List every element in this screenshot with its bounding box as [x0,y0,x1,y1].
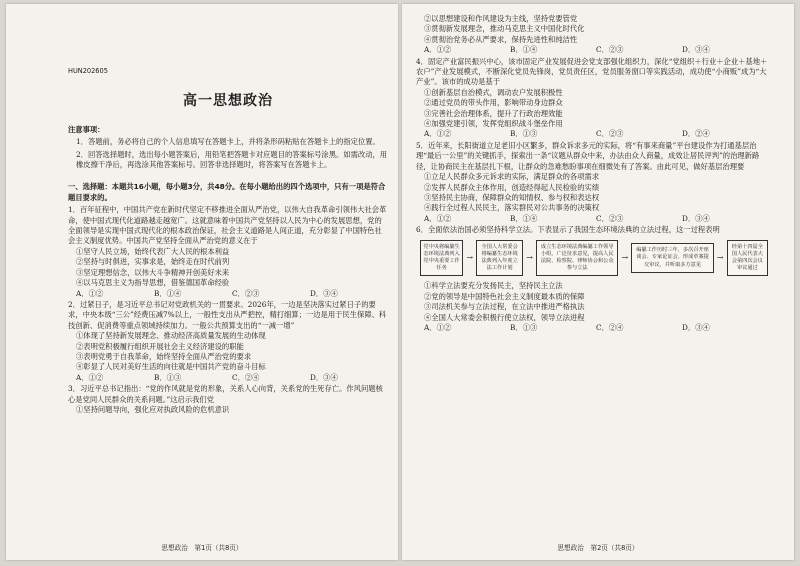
choice-d: D．②④ [682,129,710,139]
choice-c: C．②③ [596,213,624,223]
flow-step: 全国人大常委会将编纂生态环境法典列入年度立法工作计划 [476,240,523,277]
question-3-stem: 3．习近平总书记指出：“党的作风就是党的形象，关系人心向背，关系党的生死存亡。作风问题核心是党同人民群众的关系问题。”这启示我们党 [68,384,383,404]
question-5-option: ④践行全过程人民民主，落实群民对公共事务的决策权 [424,203,600,213]
choice-c: C．②③ [232,288,260,298]
question-4-option: ①创新基层自治模式，调动农户发展积极性 [424,87,563,97]
flow-step: 经第十四届全国人民代表大会第四次会议审议通过 [727,240,768,277]
question-2-stem: 2．过紧日子，是习近平总书记对党政机关的一贯要求。2026年，一边是坚决落实过紧日子的要求，中央本级“三公”经费压减7%以上，一般性支出从严把控，精打细算；一边是用于民生保障、科技创新、促消费等重点领域持续加力。一般公共预算支出的“一减一增” [68,299,387,330]
choice-c: C．②④ [596,322,624,332]
legislation-flowchart [420,240,768,277]
question-5-choices [416,214,768,224]
arrow-right-icon: → [621,252,629,262]
choice-b: B．①③ [154,372,182,382]
question-4-choices [416,129,768,139]
choice-a: A．①② [76,288,104,298]
question-6-stem: 6．全面依法治国必须坚持科学立法。下表显示了我国生态环境法典的立法过程，这一过程表明 [416,225,720,235]
question-1-stem: 1．百年征程中，中国共产党在新时代坚定不移推进全面从严治党，以伟大自我革命引领伟大社会革命，使中国式现代化道路越走越宽广。这就意味着中国共产党坚持以人民为中心的发展思想，党的全面领导是实现中国式现代化的根本政治保证，社会主义道路是人间正道，充分彰显了中国特色社会主义制度优势。中国共产党坚持全面从严治党的意义在于 [68,205,387,246]
choice-a: A．①② [424,129,452,139]
flow-step: 成立生态环境法典编纂工作领导小组，广泛征求意见，提高人民法院、检察院、律师协会和公众参与立法 [536,240,618,277]
question-5-option: ③坚持民主协商，保障群众的知情权、参与权和表达权 [424,192,600,202]
choice-a: A．①② [424,213,452,223]
question-6-option: ③司法机关参与立法过程，在立法中推进严格执法 [424,302,585,312]
question-1-option: ③坚定理想信念，以伟大斗争精神开创美好未来 [76,267,230,277]
note-item: 1．答题前，务必将自己的个人信息填写在答题卡上，并将条形码粘贴在答题卡上的指定位置。 [76,137,380,147]
choice-d: D．③④ [682,45,710,55]
question-2-option: ①体现了坚持新发展理念、推动经济高质量发展的生动体现 [76,331,266,341]
question-1-choices [68,289,388,299]
choice-a: A．①② [424,322,452,332]
choice-a: A．①② [424,45,452,55]
question-3-choices [416,45,768,55]
choice-d: D．③④ [310,372,338,382]
arrow-right-icon: → [526,252,533,262]
question-5-option: ②发挥人民群众主体作用，创造经得起人民检验的实绩 [424,182,600,192]
section-heading: 一、选择题：本题共16小题，每小题3分，共48分。在每小题给出的四个选项中，只有一项是符合题目要求的。 [68,182,386,202]
page-footer: 思想政治 第2页（共8页） [557,544,639,552]
choice-b: B．①④ [510,213,538,223]
choice-d: D．③④ [682,213,710,223]
note-item: 2．回答选择题时，选出每小题答案后，用铅笔把答题卡对应题目的答案标号涂黑。如需改动，用橡皮擦干净后，再选涂其他答案标号。回答非选择题时，将答案写在答题卡上。 [76,149,388,170]
choice-b: B．①④ [154,288,182,298]
page-footer: 思想政治 第1页（共8页） [161,544,243,552]
flow-step: 党中央将编纂生态环境法典列入党中央重要工作任务 [420,240,463,277]
question-2-choices [68,373,388,383]
arrow-right-icon: → [716,252,724,262]
question-5-option: ①立足人民群众多元诉求的实际，满足群众的各项需求 [424,172,600,182]
choice-b: B．①④ [510,45,538,55]
question-1-option: ④以马克思主义为指导思想，借鉴德国革命经验 [76,278,230,288]
choice-d: D．③④ [682,322,710,332]
question-5-stem: 5．近年来，长阳街道立足老旧小区繁多，群众诉求多元的实际，将“有事来商量”平台建设作为打通基层治理“最后一公里”的关键抓手，探索出一条“议题从群众中来，办法由众人商量，成效让居民评判”的治理新路径，让协商民主在基层扎下根，让群众的急难愁盼事项在细微处有了答案。由此可见，做好基层治理要 [416,140,760,171]
choice-d: D．③④ [310,288,338,298]
question-6-option: ④全国人大常委会积极行使立法权，领导立法进程 [424,312,585,322]
question-3-option: ④贯彻治党务必从严要求，保持先进性和纯洁性 [424,34,578,44]
page-title: 高一思想政治 [183,93,273,110]
choice-b: B．①③ [510,129,538,139]
notes-heading: 注意事项： [68,124,105,134]
question-4-option: ③完善社会治理体系，提升了行政治理效能 [424,108,563,118]
choice-c: C．②③ [596,45,624,55]
question-3-option: ③贯彻新发展理念，推动马克思主义中国化时代化 [424,24,585,34]
exam-code: HUN202605 [68,67,108,75]
choice-a: A．①② [76,372,104,382]
question-2-option: ③表明党勇于自我革命，始终坚持全面从严治党的要求 [76,351,252,361]
question-2-option: ②表明党积极履行组织开展社会主义经济建设的职能 [76,341,244,351]
question-1-option: ①坚守人民立场，始终代表广大人民的根本利益 [76,246,230,256]
question-1-option: ②坚持与时俱进，实事求是，始终走在时代前列 [76,257,230,267]
exam-page-1 [6,4,398,560]
question-4-option: ②通过党员的带头作用，影响带动身边群众 [424,98,563,108]
question-2-option: ④彰显了人民对美好生活的向往就是中国共产党的奋斗目标 [76,362,266,372]
flow-step: 编纂工作历时三年，多次召开座谈会、专家论证会，形成草案提交审议，并听取多方意见 [631,243,713,273]
question-6-option: ①科学立法要充分发扬民主，坚持民主立法 [424,281,563,291]
choice-c: C．②④ [232,372,260,382]
question-4-stem: 4．固定产业富民振兴中心，该市固定产业发展促进会党支部强化组织力，深化“党组织＋行业＋企业＋基地＋农户”产业发展模式，不断深化党员先锋岗，党员责任区，党员服务窗口等实践活动，成功使“小商贩”成为“大产业”。该市的成功是基于 [416,56,768,87]
arrow-right-icon: → [466,252,474,262]
question-6-option: ②党的领导是中国特色社会主义制度最本质的保障 [424,291,585,301]
question-3-option: ②以思想建设和作风建设为主线，坚持党要管党 [424,14,578,23]
question-6-choices [416,323,768,333]
choice-b: B．①③ [510,322,538,332]
question-4-option: ④加强党建引领，发挥党组织战斗堡垒作用 [424,119,563,129]
choice-c: C．②③ [596,129,624,139]
exam-page-2 [402,4,794,560]
question-3-option: ①坚持问题导向，强化应对执政风险的危机意识 [76,404,230,414]
